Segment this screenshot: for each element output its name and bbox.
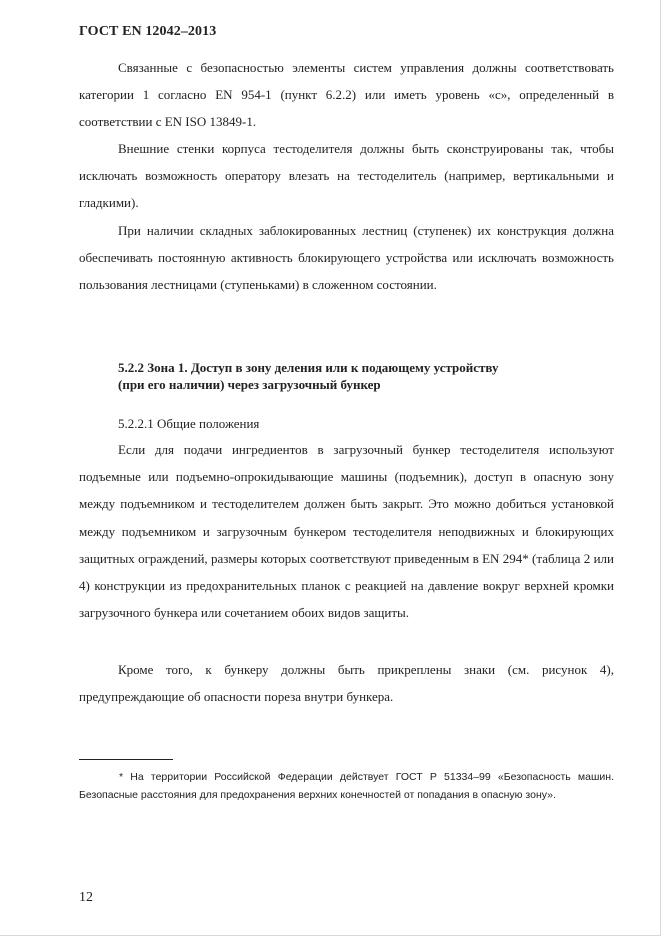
paragraph-text: Внешние стенки корпуса тестоделителя должны быть сконструированы так, чтобы исключать возможность оператору влезать на тестоделитель (например, вертикальными и гладкими).	[79, 141, 614, 211]
paragraph-warning-signs	[79, 656, 614, 710]
paragraph-text: Если для подачи ингредиентов в загрузочный бункер тестоделителя используют подъемные или подъемно-опрокидывающие машины (подъемник), доступ в опасную зону между подъемником и тестоделителем должен быть закрыт. Это можно добиться установкой между подъемником и загрузочным бункером тестоделителя неподвижных и блокирующих защитных ограждений, размеры которых соответствуют приведенным в EN 294* (таблица 2 или 4) конструкции из предохранительных планок с реакцией на давление вокруг верхней кромки загрузочного бункера или сочетанием обоих видов защиты.	[79, 442, 614, 621]
paragraph-outer-walls	[79, 135, 614, 217]
footnote-divider	[79, 759, 173, 760]
section-heading	[118, 359, 618, 393]
section-heading-line-1: 5.2.2 Зона 1. Доступ в зону деления или к подающему устройству	[118, 360, 499, 375]
page-number: 12	[79, 890, 93, 905]
paragraph-text: Связанные с безопасностью элементы систем управления должны соответствовать категории 1 согласно EN 954-1 (пункт 6.2.2) или иметь уровень «с», определенный в соответствии с EN ISO 13849-1.	[79, 60, 614, 130]
subsection-heading: 5.2.2.1 Общие положения	[118, 416, 260, 431]
document-code-header: ГОСТ EN 12042–2013	[79, 24, 217, 39]
paragraph-folding-ladders	[79, 217, 614, 299]
paragraph-text: Кроме того, к бункеру должны быть прикреплены знаки (см. рисунок 4), предупреждающие об опасности пореза внутри бункера.	[79, 662, 614, 705]
footnote: * На территории Российской Федерации действует ГОСТ Р 51334–99 «Безопасность машин. Безопасные расстояния для предохранения верхних конечностей от попадания в опасную зону».	[79, 771, 614, 801]
paragraph-lift-access	[79, 436, 614, 626]
paragraph-text: При наличии складных заблокированных лестниц (ступенек) их конструкция должна обеспечивать постоянную активность блокирующего устройства или исключать возможность пользования лестницами (ступеньками) в сложенном состоянии.	[79, 223, 614, 293]
section-heading-line-2: (при его наличии) через загрузочный бункер	[118, 377, 381, 392]
paragraph-control-elements	[79, 54, 614, 136]
